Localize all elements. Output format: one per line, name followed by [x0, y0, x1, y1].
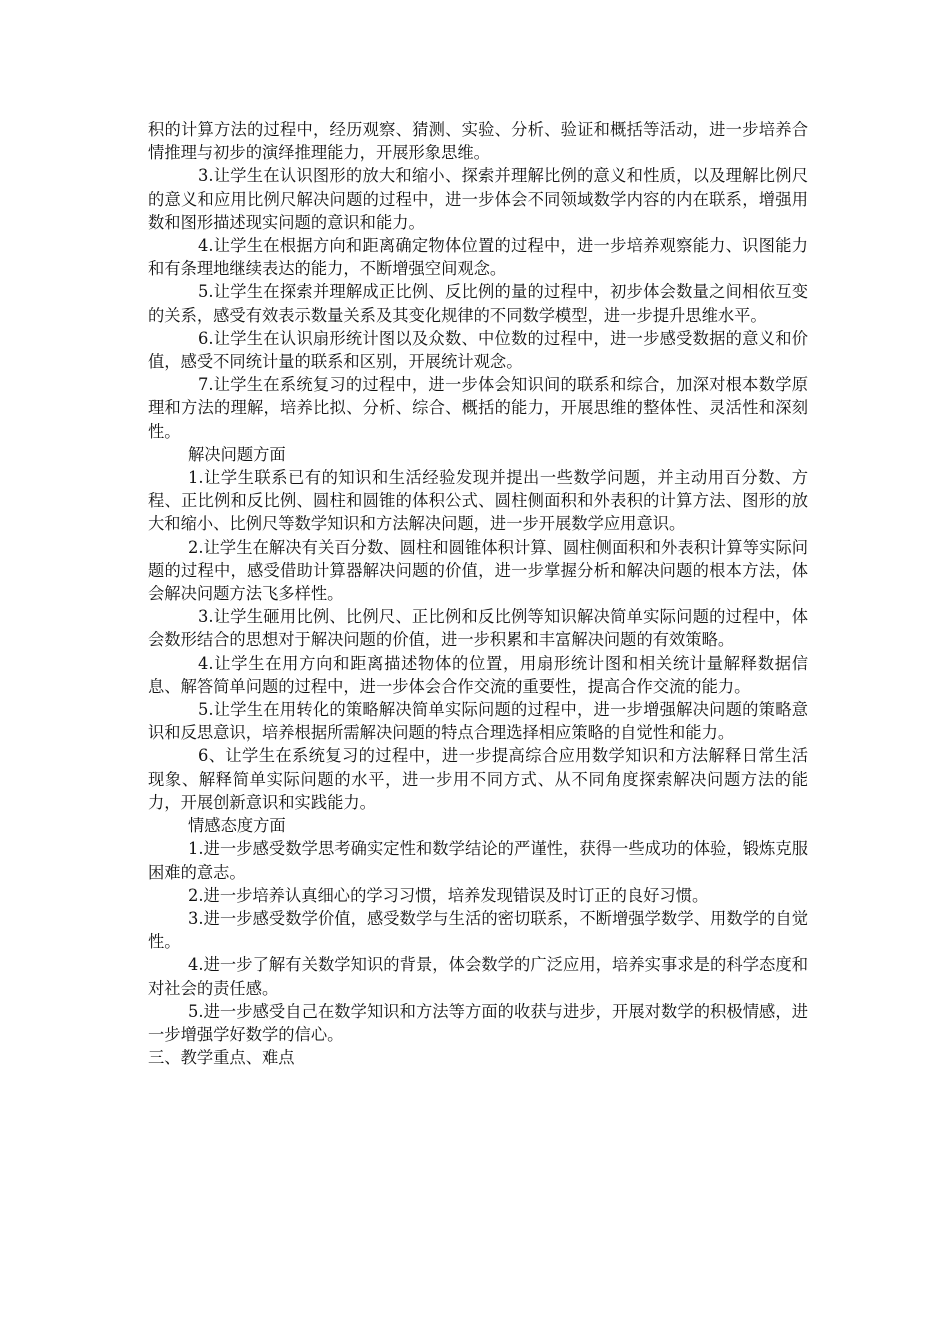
paragraph: 2.让学生在解决有关百分数、圆柱和圆锥体积计算、圆柱侧面积和外表积计算等实际问题的过程中，感受借助计算器解决问题的价值，进一步掌握分析和解决问题的根本方法，体会解决问题方法飞多样性。	[148, 537, 808, 604]
document-body	[148, 118, 808, 1069]
section-title: 三、教学重点、难点	[148, 1048, 295, 1068]
paragraph: 4.让学生在用方向和距离描述物体的位置，用扇形统计图和相关统计量解释数据信息、解答简单问题的过程中，进一步体会合作交流的重要性，提高合作交流的能力。	[148, 653, 808, 696]
paragraph: 6、让学生在系统复习的过程中，进一步提高综合应用数学知识和方法解释日常生活现象、解释简单实际问题的水平，进一步用不同方式、从不同角度探索解决问题方法的能力，开展创新意识和实践能力。	[148, 746, 808, 812]
paragraph: 1.进一步感受数学思考确实定性和数学结论的严谨性，获得一些成功的体验，锻炼克服困难的意志。	[148, 839, 808, 882]
paragraph: 3.进一步感受数学价值，感受数学与生活的密切联系，不断增强学数学、用数学的自觉性。	[148, 908, 808, 952]
paragraph: 7.让学生在系统复习的过程中，进一步体会知识间的联系和综合，加深对根本数学原理和方法的理解，培养比拟、分析、综合、概括的能力，开展思维的整体性、灵活性和深刻性。	[148, 375, 808, 441]
section-heading: 解决问题方面	[188, 444, 286, 464]
paragraph: 4.进一步了解有关数学知识的背景，体会数学的广泛应用，培养实事求是的科学态度和对社会的责任感。	[148, 955, 808, 998]
paragraph: 5.让学生在用转化的策略解决简单实际问题的过程中，进一步增强解决问题的策略意识和反思意识，培养根据所需解决问题的特点合理选择相应策略的自觉性和能力。	[148, 700, 808, 743]
paragraph: 5.让学生在探索并理解成正比例、反比例的量的过程中，初步体会数量之间相依互变的关系，感受有效表示数量关系及其变化规律的不同数学模型，进一步提升思维水平。	[148, 282, 808, 325]
section-heading: 情感态度方面	[188, 816, 286, 836]
paragraph: 2.进一步培养认真细心的学习习惯，培养发现错误及时订正的良好习惯。	[188, 885, 709, 905]
paragraph: 3.让学生在认识图形的放大和缩小、探索并理解比例的意义和性质，以及理解比例尺的意义和应用比例尺解决问题的过程中，进一步体会不同领域数学内容的内在联系，增强用数和图形描述现实问题的意识和能力。	[148, 166, 808, 232]
paragraph: 5.进一步感受自己在数学知识和方法等方面的收获与进步，开展对数学的积极情感，进一步增强学好数学的信心。	[148, 1001, 808, 1044]
paragraph: 4.让学生在根据方向和距离确定物体位置的过程中，进一步培养观察能力、识图能力和有条理地继续表达的能力，不断增强空间观念。	[148, 236, 808, 279]
paragraph: 6.让学生在认识扇形统计图以及众数、中位数的过程中，进一步感受数据的意义和价值，感受不同统计量的联系和区别，开展统计观念。	[148, 328, 808, 372]
paragraph: 1.让学生联系已有的知识和生活经验发现并提出一些数学问题，并主动用百分数、方程、正比例和反比例、圆柱和圆锥的体积公式、圆柱侧面积和外表积的计算方法、图形的放大和缩小、比例尺等数学知识和方法解决问题，进一步开展数学应用意识。	[148, 468, 808, 534]
paragraph: 积的计算方法的过程中，经历观察、猜测、实验、分析、验证和概括等活动，进一步培养合情推理与初步的演绎推理能力，开展形象思维。	[148, 120, 808, 163]
paragraph: 3.让学生砸用比例、比例尺、正比例和反比例等知识解决简单实际问题的过程中，体会数形结合的思想对于解决问题的价值，进一步积累和丰富解决问题的有效策略。	[148, 607, 808, 650]
